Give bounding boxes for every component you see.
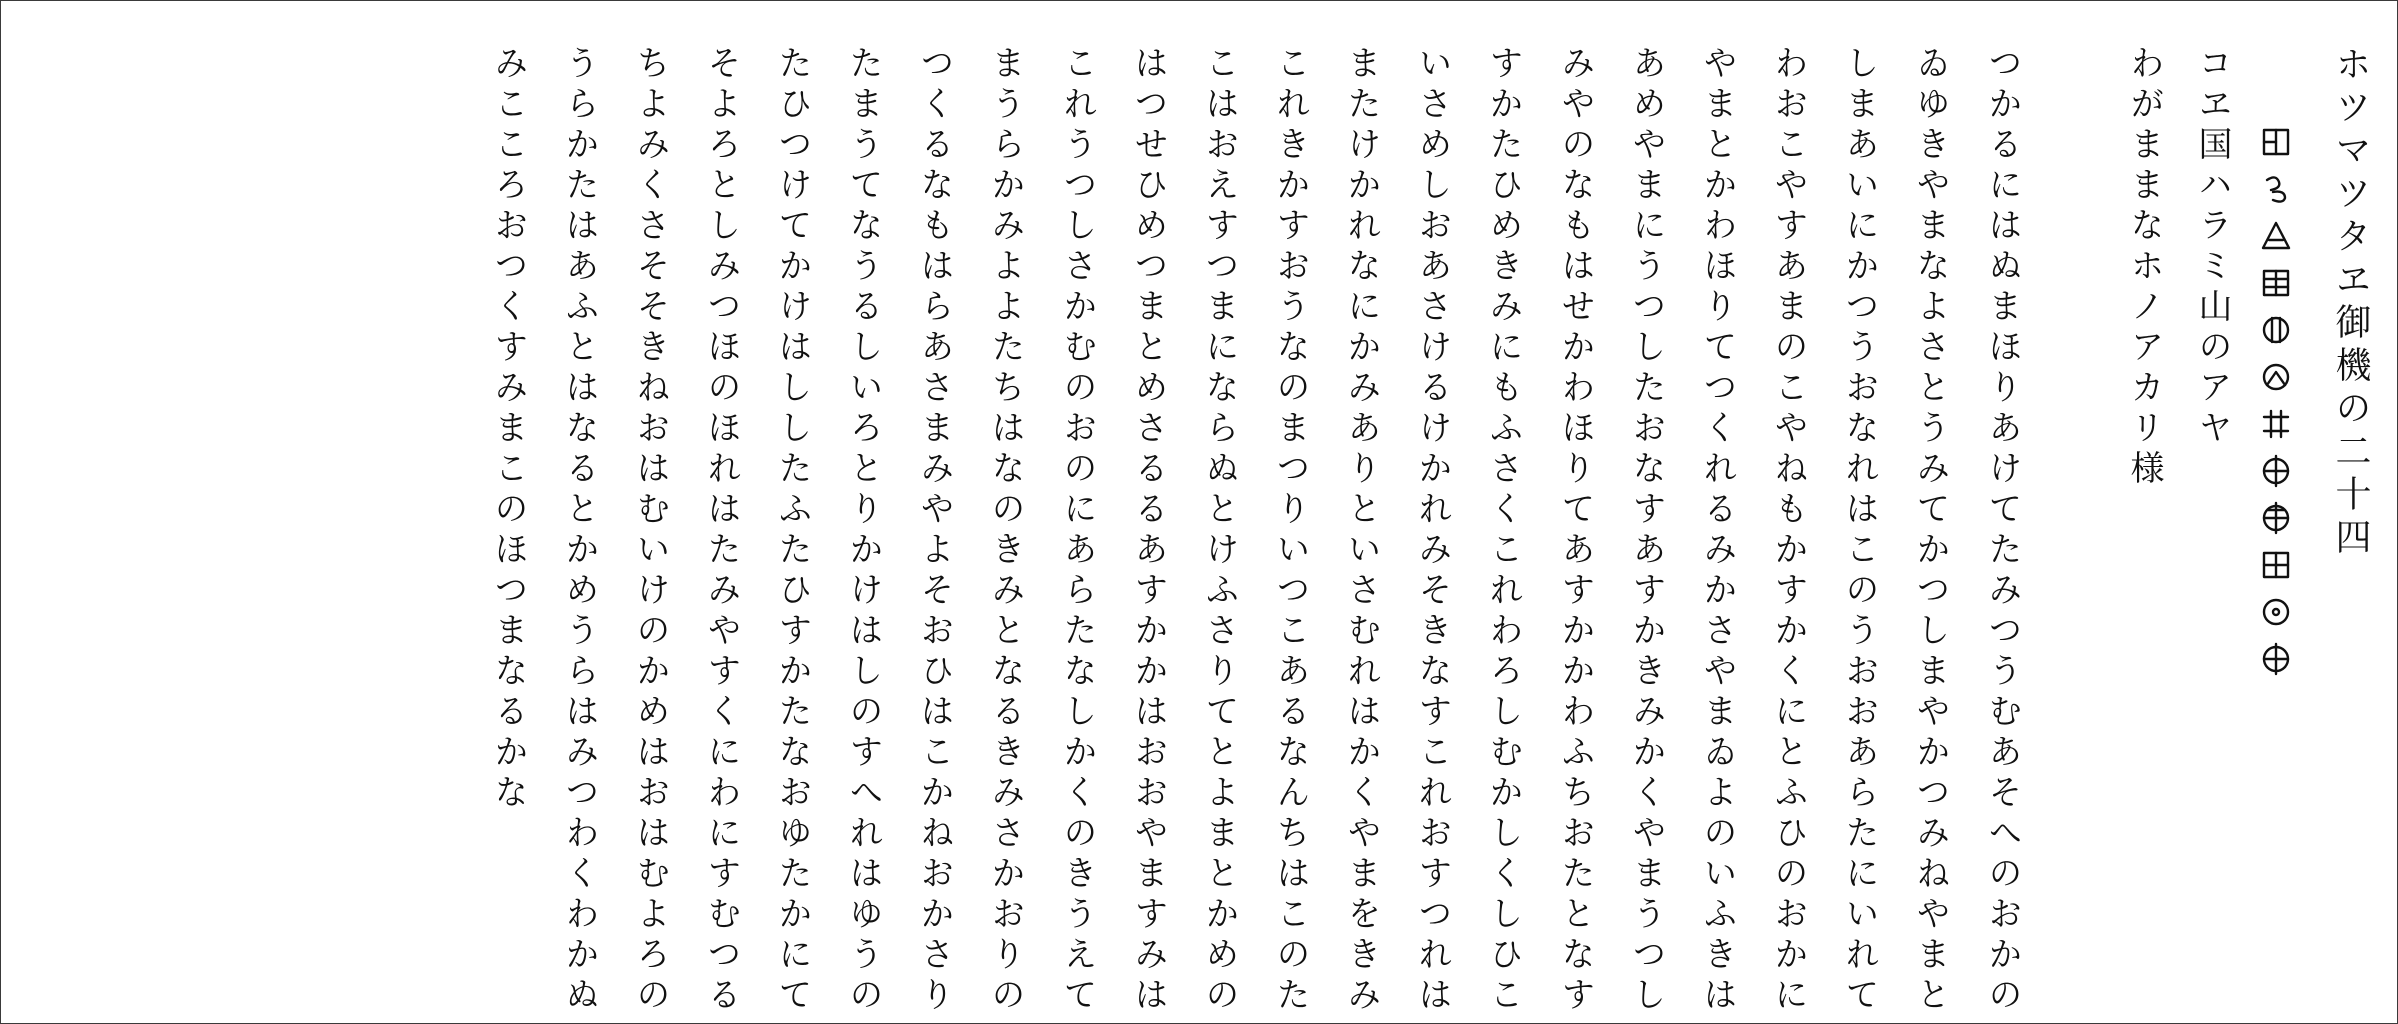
hotsuma-glyph-8-icon xyxy=(2259,454,2293,488)
poem-line: みこころおつくすみまこのほつまなるかな xyxy=(488,45,528,815)
poem-line: またけかれなにかみありといさむれはかくやまをきみ xyxy=(1341,45,1381,1017)
chapter-subtitle: コヱ国ハラミ山のアヤ xyxy=(2192,45,2232,450)
poem-line: つくるなもはらあさまみやよそおひはこかねおかさり xyxy=(914,45,954,1017)
chapter-title: ホツマツタヱ御機の二十四 xyxy=(2330,45,2371,561)
hotsuma-glyph-12-icon xyxy=(2259,642,2293,676)
hotsuma-glyph-11-icon xyxy=(2259,595,2293,629)
hotsuma-glyph-7-icon xyxy=(2259,407,2293,441)
wosite-glyph-line xyxy=(2251,125,2301,676)
poem-line: まうらかみよよたちはなのきみとなるきみさかおりの xyxy=(985,45,1025,1017)
hotsuma-glyph-3-icon xyxy=(2259,219,2293,253)
poem-line: やまとかわほりてつくれるみかさやまゐよのいふきは xyxy=(1697,45,1737,1017)
poem-line: みやのなもはせかわほりてあすかかわふちおたとなす xyxy=(1555,45,1595,1017)
poem-line: あめやまにうつしたおなすあすかきみかくやまうつし xyxy=(1626,45,1666,1017)
poem-line: これうつしさかむのおのにあらたなしかくのきうえて xyxy=(1057,45,1097,1017)
hotsuma-glyph-6-icon xyxy=(2259,360,2293,394)
hotsuma-glyph-10-icon xyxy=(2259,548,2293,582)
hotsuma-glyph-5-icon xyxy=(2259,313,2293,347)
poem-line: つかるにはぬまほりあけてたみつうむあそへのおかの xyxy=(1982,45,2022,1017)
poem-line: たまうてなうるしいろとりかけはしのすへれはゆうの xyxy=(843,45,883,1017)
poem-line: はつせひめつまとめさるるあすかかはおおやますみは xyxy=(1128,45,1168,1017)
poem-line: ちよみくさそそきねおはむいけのかめはおはむよろの xyxy=(630,45,670,1017)
hotsuma-glyph-1-icon xyxy=(2259,125,2293,159)
poem-line: すかたひめきみにもふさくこれわろしむかしくしひこ xyxy=(1483,45,1523,1017)
poem-line: たひつけてかけはししたふたひすかたなおゆたかにて xyxy=(772,45,812,1017)
poem-line: こはおえすつまにならぬとけふさりてとよまとかめの xyxy=(1199,45,1239,1017)
poem-line: いさめしおあさけるけかれみそきなすこれおすつれは xyxy=(1412,45,1452,1017)
hotsuma-glyph-9-icon xyxy=(2259,501,2293,535)
poem-line: わおこやすあまのこやねもかすかくにとふひのおかに xyxy=(1768,45,1808,1017)
poem-line: ゐゆきやまなよさとうみてかつしまやかつみねやまと xyxy=(1910,45,1950,1017)
poem-line: これきかすおうなのまつりいつこあるなんちはこのた xyxy=(1270,45,1310,1017)
poem-line: そよろとしみつほのほれはたみやすくにわにすむつる xyxy=(701,45,741,1017)
hotsuma-glyph-4-icon xyxy=(2259,266,2293,300)
poem-line: しまあいにかつうおなれはこのうおおあらたにいれて xyxy=(1839,45,1879,1017)
author-line: わがままなホノアカリ様 xyxy=(2124,45,2164,491)
hotsuma-glyph-2-icon xyxy=(2259,172,2293,206)
poem-line: うらかたはあふとはなるとかめうらはみつわくわかぬ xyxy=(559,45,599,1017)
